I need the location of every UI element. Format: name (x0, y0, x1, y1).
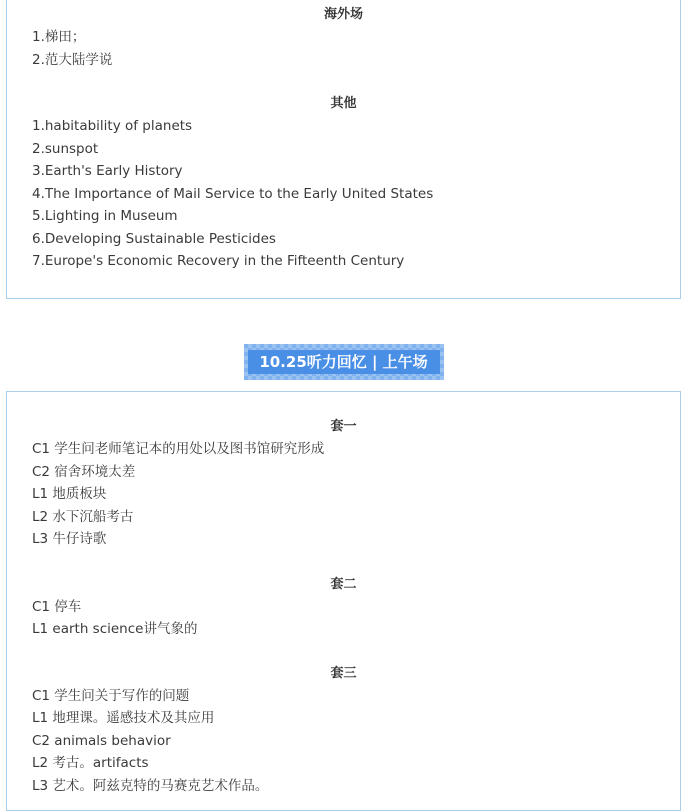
set3-item: L2 考古。artifacts (32, 755, 149, 771)
other-item: 6.Developing Sustainable Pesticides (32, 230, 276, 247)
set3-item: C2 animals behavior (32, 732, 171, 749)
other-item: 1.habitability of planets (32, 118, 193, 134)
set1-item: L2 水下沉船考古 (32, 508, 134, 525)
set1-title: 套一 (330, 419, 357, 434)
set2-title: 套二 (330, 576, 357, 592)
set1-item: C1 学生问老师笔记本的用处以及图书馆研究形成 (32, 441, 325, 457)
set1-item: L1 地质板块 (32, 486, 107, 502)
other-title: 其他 (330, 96, 357, 111)
set3-item: L3 艺术。阿兹克特的马赛克艺术作品。 (32, 777, 269, 794)
overseas-title: 海外场 (323, 7, 363, 22)
session-banner (244, 344, 444, 380)
other-item: 7.Europe's Economic Recovery in the Fifteenth Century (32, 253, 405, 269)
other-item: 5.Lighting in Museum (32, 208, 178, 224)
set2-item: C1 停车 (32, 598, 82, 615)
set1-item: L3 牛仔诗歌 (32, 531, 107, 547)
other-item: 2.sunspot (32, 140, 99, 157)
overseas-item: 1.梯田； (32, 29, 86, 45)
session-banner-wrap (0, 344, 687, 384)
session-banner-label: 10.25听力回忆 | 上午场 (248, 350, 440, 374)
top-content-box (6, 0, 681, 299)
set3-item: C1 学生问关于写作的问题 (32, 687, 190, 704)
set3-title: 套三 (330, 665, 357, 681)
set2-item: L1 earth science讲气象的 (32, 621, 198, 637)
set3-item: L1 地理课。遥感技术及其应用 (32, 710, 215, 726)
bottom-content-box (6, 391, 681, 811)
other-item: 4.The Importance of Mail Service to the Early United States (32, 185, 434, 202)
set1-item: C2 宿舍环境太差 (32, 463, 136, 480)
overseas-item: 2.范大陆学说 (32, 51, 113, 68)
other-item: 3.Earth's Early History (32, 163, 183, 179)
